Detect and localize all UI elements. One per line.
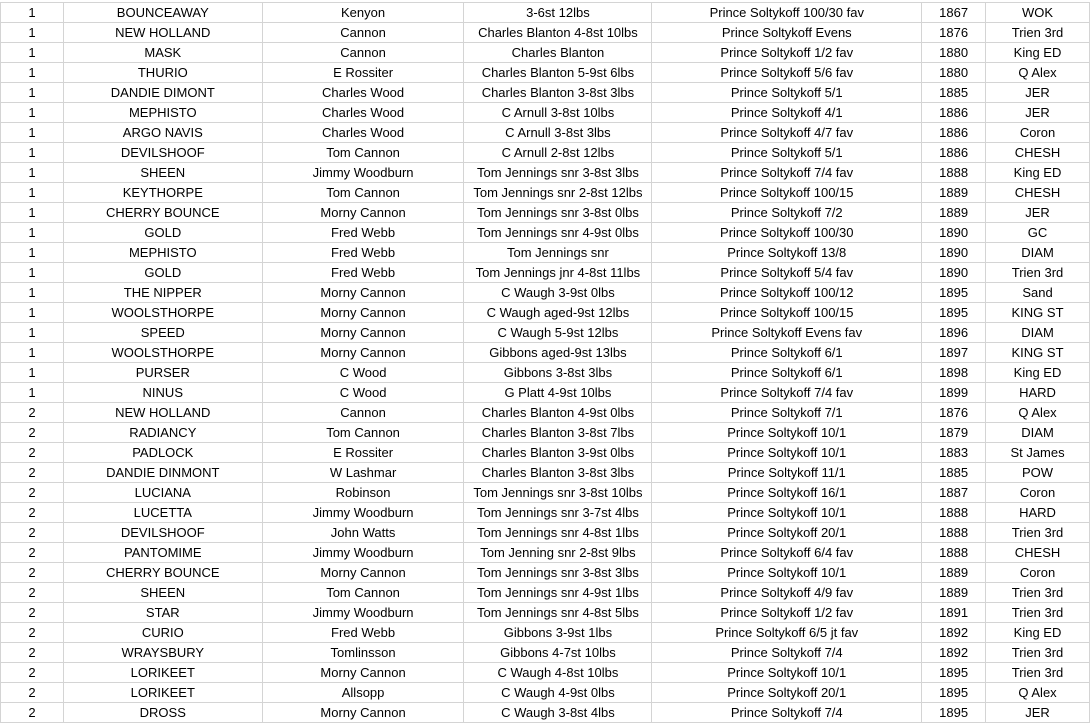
horse-cell[interactable]: THURIO: [63, 63, 262, 83]
jockey-cell[interactable]: Charles Wood: [262, 123, 464, 143]
horse-cell[interactable]: ARGO NAVIS: [63, 123, 262, 143]
horse-cell[interactable]: BOUNCEAWAY: [63, 3, 262, 23]
year-cell[interactable]: 1888: [922, 543, 986, 563]
owner-odds-cell[interactable]: Prince Soltykoff 10/1: [652, 423, 922, 443]
race-cell[interactable]: JER: [986, 703, 1090, 723]
place-cell[interactable]: 2: [1, 603, 64, 623]
jockey-cell[interactable]: Fred Webb: [262, 223, 464, 243]
race-cell[interactable]: King ED: [986, 163, 1090, 183]
trainer-cell[interactable]: Tom Jennings snr 4-8st 1lbs: [464, 523, 652, 543]
table-row: [1, 23, 1090, 43]
place-cell[interactable]: 2: [1, 523, 64, 543]
owner-odds-cell[interactable]: Prince Soltykoff 100/15: [652, 303, 922, 323]
year-cell[interactable]: 1880: [922, 43, 986, 63]
jockey-cell[interactable]: E Rossiter: [262, 443, 464, 463]
place-cell[interactable]: 2: [1, 503, 64, 523]
year-cell[interactable]: 1885: [922, 463, 986, 483]
trainer-cell[interactable]: G Platt 4-9st 10lbs: [464, 383, 652, 403]
trainer-cell[interactable]: C Waugh 3-8st 4lbs: [464, 703, 652, 723]
owner-odds-cell[interactable]: Prince Soltykoff 20/1: [652, 523, 922, 543]
trainer-cell[interactable]: Tom Jennings snr 3-8st 3lbs: [464, 163, 652, 183]
table-row: [1, 623, 1090, 643]
table-row: [1, 683, 1090, 703]
trainer-cell[interactable]: Tom Jennings snr 3-8st 0lbs: [464, 203, 652, 223]
owner-odds-cell[interactable]: Prince Soltykoff 10/1: [652, 563, 922, 583]
place-cell[interactable]: 1: [1, 103, 64, 123]
trainer-cell[interactable]: Charles Blanton 4-8st 10lbs: [464, 23, 652, 43]
year-cell[interactable]: 1890: [922, 263, 986, 283]
place-cell[interactable]: 2: [1, 683, 64, 703]
place-cell[interactable]: 1: [1, 223, 64, 243]
table-row: [1, 163, 1090, 183]
place-cell[interactable]: 1: [1, 63, 64, 83]
owner-odds-cell[interactable]: Prince Soltykoff 100/30 fav: [652, 3, 922, 23]
table-row: [1, 3, 1090, 23]
horse-cell[interactable]: PADLOCK: [63, 443, 262, 463]
jockey-cell[interactable]: C Wood: [262, 363, 464, 383]
table-row: [1, 143, 1090, 163]
trainer-cell[interactable]: C Waugh 5-9st 12lbs: [464, 323, 652, 343]
owner-odds-cell[interactable]: Prince Soltykoff 4/1: [652, 103, 922, 123]
trainer-cell[interactable]: Charles Blanton 3-8st 3lbs: [464, 463, 652, 483]
table-row: [1, 503, 1090, 523]
place-cell[interactable]: 1: [1, 243, 64, 263]
table-row: [1, 183, 1090, 203]
jockey-cell[interactable]: Tomlinsson: [262, 643, 464, 663]
year-cell[interactable]: 1886: [922, 103, 986, 123]
horse-cell[interactable]: DANDIE DINMONT: [63, 463, 262, 483]
trainer-cell[interactable]: Tom Jennings snr 2-8st 12lbs: [464, 183, 652, 203]
trainer-cell[interactable]: Tom Jennings snr 4-9st 1lbs: [464, 583, 652, 603]
race-cell[interactable]: King ED: [986, 363, 1090, 383]
jockey-cell[interactable]: Morny Cannon: [262, 323, 464, 343]
trainer-cell[interactable]: Gibbons 4-7st 10lbs: [464, 643, 652, 663]
year-cell[interactable]: 1879: [922, 423, 986, 443]
race-cell[interactable]: St James: [986, 443, 1090, 463]
jockey-cell[interactable]: Jimmy Woodburn: [262, 543, 464, 563]
owner-odds-cell[interactable]: Prince Soltykoff 20/1: [652, 683, 922, 703]
race-cell[interactable]: King ED: [986, 623, 1090, 643]
owner-odds-cell[interactable]: Prince Soltykoff 6/4 fav: [652, 543, 922, 563]
place-cell[interactable]: 1: [1, 163, 64, 183]
trainer-cell[interactable]: Tom Jennings jnr 4-8st 11lbs: [464, 263, 652, 283]
race-cell[interactable]: DIAM: [986, 323, 1090, 343]
horse-cell[interactable]: STAR: [63, 603, 262, 623]
table-row: [1, 703, 1090, 723]
jockey-cell[interactable]: Fred Webb: [262, 243, 464, 263]
jockey-cell[interactable]: E Rossiter: [262, 63, 464, 83]
owner-odds-cell[interactable]: Prince Soltykoff Evens: [652, 23, 922, 43]
trainer-cell[interactable]: Tom Jennings snr: [464, 243, 652, 263]
year-cell[interactable]: 1889: [922, 563, 986, 583]
owner-odds-cell[interactable]: Prince Soltykoff 6/5 jt fav: [652, 623, 922, 643]
trainer-cell[interactable]: Charles Blanton 4-9st 0lbs: [464, 403, 652, 423]
place-cell[interactable]: 1: [1, 323, 64, 343]
horse-cell[interactable]: MEPHISTO: [63, 243, 262, 263]
horse-cell[interactable]: DROSS: [63, 703, 262, 723]
owner-odds-cell[interactable]: Prince Soltykoff 5/4 fav: [652, 263, 922, 283]
table-row: [1, 43, 1090, 63]
year-cell[interactable]: 1895: [922, 303, 986, 323]
jockey-cell[interactable]: C Wood: [262, 383, 464, 403]
year-cell[interactable]: 1876: [922, 23, 986, 43]
horse-cell[interactable]: SPEED: [63, 323, 262, 343]
year-cell[interactable]: 1890: [922, 223, 986, 243]
year-cell[interactable]: 1886: [922, 143, 986, 163]
jockey-cell[interactable]: Morny Cannon: [262, 283, 464, 303]
owner-odds-cell[interactable]: Prince Soltykoff 100/30: [652, 223, 922, 243]
year-cell[interactable]: 1876: [922, 403, 986, 423]
horse-cell[interactable]: WOOLSTHORPE: [63, 343, 262, 363]
horse-cell[interactable]: SHEEN: [63, 583, 262, 603]
year-cell[interactable]: 1890: [922, 243, 986, 263]
trainer-cell[interactable]: C Arnull 2-8st 12lbs: [464, 143, 652, 163]
table-row: [1, 223, 1090, 243]
year-cell[interactable]: 1895: [922, 283, 986, 303]
year-cell[interactable]: 1895: [922, 703, 986, 723]
table-row: [1, 523, 1090, 543]
race-cell[interactable]: Coron: [986, 123, 1090, 143]
year-cell[interactable]: 1886: [922, 123, 986, 143]
trainer-cell[interactable]: Gibbons aged-9st 13lbs: [464, 343, 652, 363]
horse-cell[interactable]: LUCIANA: [63, 483, 262, 503]
owner-odds-cell[interactable]: Prince Soltykoff 100/15: [652, 183, 922, 203]
race-cell[interactable]: DIAM: [986, 423, 1090, 443]
trainer-cell[interactable]: Charles Blanton 5-9st 6lbs: [464, 63, 652, 83]
owner-odds-cell[interactable]: Prince Soltykoff 10/1: [652, 663, 922, 683]
table-row: [1, 423, 1090, 443]
place-cell[interactable]: 2: [1, 423, 64, 443]
place-cell[interactable]: 2: [1, 403, 64, 423]
horse-cell[interactable]: DEVILSHOOF: [63, 523, 262, 543]
jockey-cell[interactable]: Allsopp: [262, 683, 464, 703]
jockey-cell[interactable]: Charles Wood: [262, 83, 464, 103]
owner-odds-cell[interactable]: Prince Soltykoff 10/1: [652, 443, 922, 463]
year-cell[interactable]: 1888: [922, 523, 986, 543]
jockey-cell[interactable]: Morny Cannon: [262, 703, 464, 723]
race-cell[interactable]: Q Alex: [986, 683, 1090, 703]
horse-cell[interactable]: PURSER: [63, 363, 262, 383]
owner-odds-cell[interactable]: Prince Soltykoff 16/1: [652, 483, 922, 503]
race-cell[interactable]: JER: [986, 83, 1090, 103]
horse-cell[interactable]: CHERRY BOUNCE: [63, 203, 262, 223]
place-cell[interactable]: 1: [1, 3, 64, 23]
table-row: [1, 403, 1090, 423]
trainer-cell[interactable]: Gibbons 3-8st 3lbs: [464, 363, 652, 383]
horse-cell[interactable]: GOLD: [63, 223, 262, 243]
year-cell[interactable]: 1895: [922, 683, 986, 703]
owner-odds-cell[interactable]: Prince Soltykoff 7/4 fav: [652, 383, 922, 403]
jockey-cell[interactable]: Cannon: [262, 43, 464, 63]
table-row: [1, 363, 1090, 383]
year-cell[interactable]: 1888: [922, 163, 986, 183]
place-cell[interactable]: 1: [1, 303, 64, 323]
year-cell[interactable]: 1889: [922, 183, 986, 203]
place-cell[interactable]: 1: [1, 383, 64, 403]
jockey-cell[interactable]: Tom Cannon: [262, 583, 464, 603]
race-cell[interactable]: Sand: [986, 283, 1090, 303]
race-cell[interactable]: Q Alex: [986, 403, 1090, 423]
horse-cell[interactable]: DEVILSHOOF: [63, 143, 262, 163]
owner-odds-cell[interactable]: Prince Soltykoff 7/4 fav: [652, 163, 922, 183]
place-cell[interactable]: 1: [1, 203, 64, 223]
place-cell[interactable]: 1: [1, 23, 64, 43]
jockey-cell[interactable]: Morny Cannon: [262, 203, 464, 223]
owner-odds-cell[interactable]: Prince Soltykoff 5/1: [652, 143, 922, 163]
owner-odds-cell[interactable]: Prince Soltykoff 7/1: [652, 403, 922, 423]
owner-odds-cell[interactable]: Prince Soltykoff 11/1: [652, 463, 922, 483]
horse-cell[interactable]: MEPHISTO: [63, 103, 262, 123]
race-cell[interactable]: CHESH: [986, 543, 1090, 563]
place-cell[interactable]: 1: [1, 83, 64, 103]
horse-cell[interactable]: CHERRY BOUNCE: [63, 563, 262, 583]
year-cell[interactable]: 1889: [922, 583, 986, 603]
jockey-cell[interactable]: Jimmy Woodburn: [262, 603, 464, 623]
place-cell[interactable]: 2: [1, 623, 64, 643]
table-row: [1, 263, 1090, 283]
place-cell[interactable]: 1: [1, 43, 64, 63]
owner-odds-cell[interactable]: Prince Soltykoff 6/1: [652, 363, 922, 383]
race-cell[interactable]: Trien 3rd: [986, 663, 1090, 683]
place-cell[interactable]: 2: [1, 583, 64, 603]
year-cell[interactable]: 1883: [922, 443, 986, 463]
jockey-cell[interactable]: Cannon: [262, 403, 464, 423]
horse-cell[interactable]: LUCETTA: [63, 503, 262, 523]
race-cell[interactable]: KING ST: [986, 343, 1090, 363]
year-cell[interactable]: 1898: [922, 363, 986, 383]
trainer-cell[interactable]: C Waugh aged-9st 12lbs: [464, 303, 652, 323]
trainer-cell[interactable]: Tom Jennings snr 4-8st 5lbs: [464, 603, 652, 623]
jockey-cell[interactable]: Morny Cannon: [262, 563, 464, 583]
horse-cell[interactable]: GOLD: [63, 263, 262, 283]
jockey-cell[interactable]: Fred Webb: [262, 263, 464, 283]
horse-cell[interactable]: PANTOMIME: [63, 543, 262, 563]
table-row: [1, 483, 1090, 503]
table-row: [1, 443, 1090, 463]
jockey-cell[interactable]: Tom Cannon: [262, 423, 464, 443]
trainer-cell[interactable]: 3-6st 12lbs: [464, 3, 652, 23]
race-cell[interactable]: Trien 3rd: [986, 523, 1090, 543]
jockey-cell[interactable]: Jimmy Woodburn: [262, 503, 464, 523]
trainer-cell[interactable]: Charles Blanton 3-9st 0lbs: [464, 443, 652, 463]
jockey-cell[interactable]: Charles Wood: [262, 103, 464, 123]
race-cell[interactable]: Q Alex: [986, 63, 1090, 83]
race-cell[interactable]: HARD: [986, 383, 1090, 403]
owner-odds-cell[interactable]: Prince Soltykoff 1/2 fav: [652, 603, 922, 623]
horse-cell[interactable]: NEW HOLLAND: [63, 403, 262, 423]
place-cell[interactable]: 2: [1, 663, 64, 683]
horse-cell[interactable]: MASK: [63, 43, 262, 63]
table-row: [1, 63, 1090, 83]
race-cell[interactable]: Trien 3rd: [986, 263, 1090, 283]
trainer-cell[interactable]: Tom Jennings snr 3-7st 4lbs: [464, 503, 652, 523]
owner-odds-cell[interactable]: Prince Soltykoff 7/2: [652, 203, 922, 223]
table-row: [1, 123, 1090, 143]
jockey-cell[interactable]: Fred Webb: [262, 623, 464, 643]
table-row: [1, 343, 1090, 363]
table-row: [1, 643, 1090, 663]
jockey-cell[interactable]: Morny Cannon: [262, 663, 464, 683]
table-row: [1, 383, 1090, 403]
place-cell[interactable]: 2: [1, 643, 64, 663]
trainer-cell[interactable]: Tom Jennings snr 4-9st 0lbs: [464, 223, 652, 243]
horse-cell[interactable]: DANDIE DIMONT: [63, 83, 262, 103]
jockey-cell[interactable]: Tom Cannon: [262, 183, 464, 203]
owner-odds-cell[interactable]: Prince Soltykoff 7/4: [652, 703, 922, 723]
year-cell[interactable]: 1885: [922, 83, 986, 103]
jockey-cell[interactable]: Morny Cannon: [262, 343, 464, 363]
trainer-cell[interactable]: C Waugh 4-8st 10lbs: [464, 663, 652, 683]
jockey-cell[interactable]: W Lashmar: [262, 463, 464, 483]
year-cell[interactable]: 1887: [922, 483, 986, 503]
race-cell[interactable]: WOK: [986, 3, 1090, 23]
table-row: [1, 563, 1090, 583]
race-cell[interactable]: Trien 3rd: [986, 23, 1090, 43]
race-cell[interactable]: Coron: [986, 563, 1090, 583]
race-cell[interactable]: POW: [986, 463, 1090, 483]
owner-odds-cell[interactable]: Prince Soltykoff 100/12: [652, 283, 922, 303]
trainer-cell[interactable]: C Waugh 3-9st 0lbs: [464, 283, 652, 303]
race-cell[interactable]: JER: [986, 103, 1090, 123]
year-cell[interactable]: 1880: [922, 63, 986, 83]
jockey-cell[interactable]: Kenyon: [262, 3, 464, 23]
owner-odds-cell[interactable]: Prince Soltykoff Evens fav: [652, 323, 922, 343]
owner-odds-cell[interactable]: Prince Soltykoff 4/9 fav: [652, 583, 922, 603]
race-cell[interactable]: CHESH: [986, 183, 1090, 203]
place-cell[interactable]: 2: [1, 443, 64, 463]
table-row: [1, 83, 1090, 103]
place-cell[interactable]: 2: [1, 563, 64, 583]
place-cell[interactable]: 1: [1, 123, 64, 143]
year-cell[interactable]: 1891: [922, 603, 986, 623]
horse-cell[interactable]: LORIKEET: [63, 683, 262, 703]
place-cell[interactable]: 1: [1, 143, 64, 163]
trainer-cell[interactable]: C Waugh 4-9st 0lbs: [464, 683, 652, 703]
place-cell[interactable]: 2: [1, 463, 64, 483]
horse-cell[interactable]: NINUS: [63, 383, 262, 403]
owner-odds-cell[interactable]: Prince Soltykoff 10/1: [652, 503, 922, 523]
table-row: [1, 203, 1090, 223]
jockey-cell[interactable]: Cannon: [262, 23, 464, 43]
year-cell[interactable]: 1892: [922, 623, 986, 643]
horse-cell[interactable]: THE NIPPER: [63, 283, 262, 303]
trainer-cell[interactable]: Tom Jennings snr 3-8st 10lbs: [464, 483, 652, 503]
trainer-cell[interactable]: Gibbons 3-9st 1lbs: [464, 623, 652, 643]
year-cell[interactable]: 1867: [922, 3, 986, 23]
table-row: [1, 583, 1090, 603]
table-row: [1, 243, 1090, 263]
horse-cell[interactable]: KEYTHORPE: [63, 183, 262, 203]
table-row: [1, 603, 1090, 623]
table-row: [1, 103, 1090, 123]
table-row: [1, 663, 1090, 683]
trainer-cell[interactable]: C Arnull 3-8st 3lbs: [464, 123, 652, 143]
owner-odds-cell[interactable]: Prince Soltykoff 5/1: [652, 83, 922, 103]
race-cell[interactable]: Trien 3rd: [986, 643, 1090, 663]
race-cell[interactable]: King ED: [986, 43, 1090, 63]
owner-odds-cell[interactable]: Prince Soltykoff 4/7 fav: [652, 123, 922, 143]
trainer-cell[interactable]: Tom Jenning snr 2-8st 9lbs: [464, 543, 652, 563]
horse-cell[interactable]: NEW HOLLAND: [63, 23, 262, 43]
trainer-cell[interactable]: C Arnull 3-8st 10lbs: [464, 103, 652, 123]
race-cell[interactable]: CHESH: [986, 143, 1090, 163]
table-row: [1, 323, 1090, 343]
spreadsheet-grid: [0, 2, 1090, 723]
trainer-cell[interactable]: Charles Blanton 3-8st 7lbs: [464, 423, 652, 443]
horse-cell[interactable]: CURIO: [63, 623, 262, 643]
race-cell[interactable]: Trien 3rd: [986, 583, 1090, 603]
year-cell[interactable]: 1895: [922, 663, 986, 683]
horse-cell[interactable]: LORIKEET: [63, 663, 262, 683]
place-cell[interactable]: 1: [1, 343, 64, 363]
year-cell[interactable]: 1896: [922, 323, 986, 343]
jockey-cell[interactable]: Tom Cannon: [262, 143, 464, 163]
jockey-cell[interactable]: Robinson: [262, 483, 464, 503]
horse-cell[interactable]: WRAYSBURY: [63, 643, 262, 663]
place-cell[interactable]: 1: [1, 283, 64, 303]
owner-odds-cell[interactable]: Prince Soltykoff 13/8: [652, 243, 922, 263]
trainer-cell[interactable]: Charles Blanton 3-8st 3lbs: [464, 83, 652, 103]
place-cell[interactable]: 2: [1, 483, 64, 503]
owner-odds-cell[interactable]: Prince Soltykoff 5/6 fav: [652, 63, 922, 83]
trainer-cell[interactable]: Charles Blanton: [464, 43, 652, 63]
jockey-cell[interactable]: Morny Cannon: [262, 303, 464, 323]
owner-odds-cell[interactable]: Prince Soltykoff 7/4: [652, 643, 922, 663]
place-cell[interactable]: 1: [1, 363, 64, 383]
race-cell[interactable]: GC: [986, 223, 1090, 243]
horse-cell[interactable]: WOOLSTHORPE: [63, 303, 262, 323]
owner-odds-cell[interactable]: Prince Soltykoff 6/1: [652, 343, 922, 363]
year-cell[interactable]: 1897: [922, 343, 986, 363]
trainer-cell[interactable]: Tom Jennings snr 3-8st 3lbs: [464, 563, 652, 583]
year-cell[interactable]: 1892: [922, 643, 986, 663]
race-cell[interactable]: DIAM: [986, 243, 1090, 263]
year-cell[interactable]: 1888: [922, 503, 986, 523]
jockey-cell[interactable]: John Watts: [262, 523, 464, 543]
table-row: [1, 303, 1090, 323]
owner-odds-cell[interactable]: Prince Soltykoff 1/2 fav: [652, 43, 922, 63]
race-cell[interactable]: Trien 3rd: [986, 603, 1090, 623]
horse-cell[interactable]: SHEEN: [63, 163, 262, 183]
race-cell[interactable]: Coron: [986, 483, 1090, 503]
race-cell[interactable]: KING ST: [986, 303, 1090, 323]
horse-cell[interactable]: RADIANCY: [63, 423, 262, 443]
jockey-cell[interactable]: Jimmy Woodburn: [262, 163, 464, 183]
place-cell[interactable]: 1: [1, 263, 64, 283]
race-cell[interactable]: JER: [986, 203, 1090, 223]
table-row: [1, 463, 1090, 483]
year-cell[interactable]: 1889: [922, 203, 986, 223]
place-cell[interactable]: 1: [1, 183, 64, 203]
spreadsheet-body: [1, 3, 1090, 723]
place-cell[interactable]: 2: [1, 703, 64, 723]
table-row: [1, 543, 1090, 563]
race-cell[interactable]: HARD: [986, 503, 1090, 523]
place-cell[interactable]: 2: [1, 543, 64, 563]
table-row: [1, 283, 1090, 303]
year-cell[interactable]: 1899: [922, 383, 986, 403]
